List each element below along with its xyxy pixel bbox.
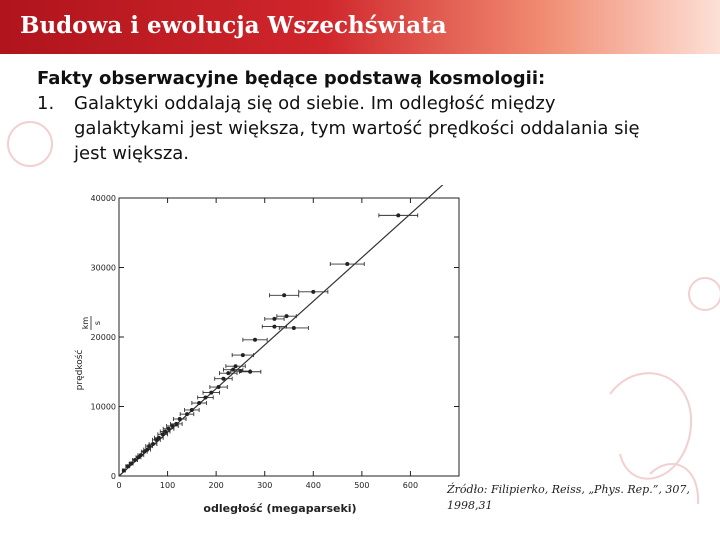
data-point bbox=[129, 461, 133, 465]
data-point bbox=[272, 325, 276, 329]
slide-title: Budowa i ewolucja Wszechświata bbox=[20, 12, 447, 39]
x-tick-label: 500 bbox=[354, 481, 370, 490]
data-point bbox=[157, 436, 161, 440]
y-tick-label: 40000 bbox=[90, 194, 116, 203]
data-point bbox=[248, 370, 252, 374]
data-point bbox=[226, 371, 230, 375]
x-tick-label: 300 bbox=[257, 481, 273, 490]
decor-curve bbox=[610, 373, 691, 478]
x-tick-label: 600 bbox=[402, 481, 419, 490]
plot-frame bbox=[119, 198, 459, 476]
data-point bbox=[174, 422, 178, 426]
data-point bbox=[234, 364, 238, 368]
data-point bbox=[311, 290, 315, 294]
title-bar bbox=[0, 0, 720, 54]
data-point bbox=[190, 408, 194, 412]
x-tick-label: 200 bbox=[208, 481, 224, 490]
decor-circle bbox=[689, 278, 720, 310]
y-tick-label: 30000 bbox=[90, 263, 116, 273]
data-point bbox=[151, 442, 155, 446]
data-point bbox=[167, 427, 171, 431]
hubble-chart bbox=[0, 185, 470, 520]
list-item bbox=[37, 91, 657, 166]
y-tick-label: 20000 bbox=[90, 333, 116, 342]
data-point bbox=[345, 262, 349, 266]
list-item-text: Galaktyki oddalają się od siebie. Im odległość między galaktykami jest większa, tym wartość prędkości oddalania się jest większa. bbox=[74, 93, 640, 164]
data-point bbox=[139, 453, 143, 457]
data-point bbox=[170, 424, 174, 428]
data-point bbox=[163, 430, 167, 434]
x-axis-label: odległość (megaparseki) bbox=[203, 502, 357, 515]
data-point bbox=[282, 293, 286, 297]
data-point bbox=[178, 417, 182, 421]
data-point bbox=[197, 401, 201, 405]
y-unit-numerator: km bbox=[81, 316, 90, 330]
data-point bbox=[396, 213, 400, 217]
y-tick-label: 10000 bbox=[90, 402, 116, 412]
data-point bbox=[285, 314, 289, 318]
data-point bbox=[122, 468, 126, 472]
slide-heading: Fakty obserwacyjne będące podstawą kosmologii: bbox=[37, 68, 546, 89]
x-tick-label: 0 bbox=[116, 481, 122, 490]
data-point bbox=[253, 338, 257, 342]
y-unit-denominator: s bbox=[93, 320, 102, 326]
data-point bbox=[217, 385, 221, 389]
data-point bbox=[221, 377, 225, 381]
y-tick-label: 0 bbox=[110, 472, 116, 481]
y-axis-unit bbox=[81, 316, 102, 330]
source-note: Źródło: Filipierko, Reiss, „Phys. Rep.”, 307, 1998,31 bbox=[447, 483, 690, 512]
list-item-number: 1. bbox=[37, 93, 55, 114]
data-point bbox=[145, 448, 149, 452]
text-block bbox=[37, 66, 657, 166]
x-tick-label: 400 bbox=[305, 481, 321, 490]
x-tick-label: 100 bbox=[159, 481, 176, 490]
data-point bbox=[203, 395, 207, 399]
data-point bbox=[185, 412, 189, 416]
y-axis-label: prędkość bbox=[75, 349, 85, 391]
data-point bbox=[209, 391, 213, 395]
data-point bbox=[272, 317, 276, 321]
data-point bbox=[241, 353, 245, 357]
data-point bbox=[292, 326, 296, 330]
